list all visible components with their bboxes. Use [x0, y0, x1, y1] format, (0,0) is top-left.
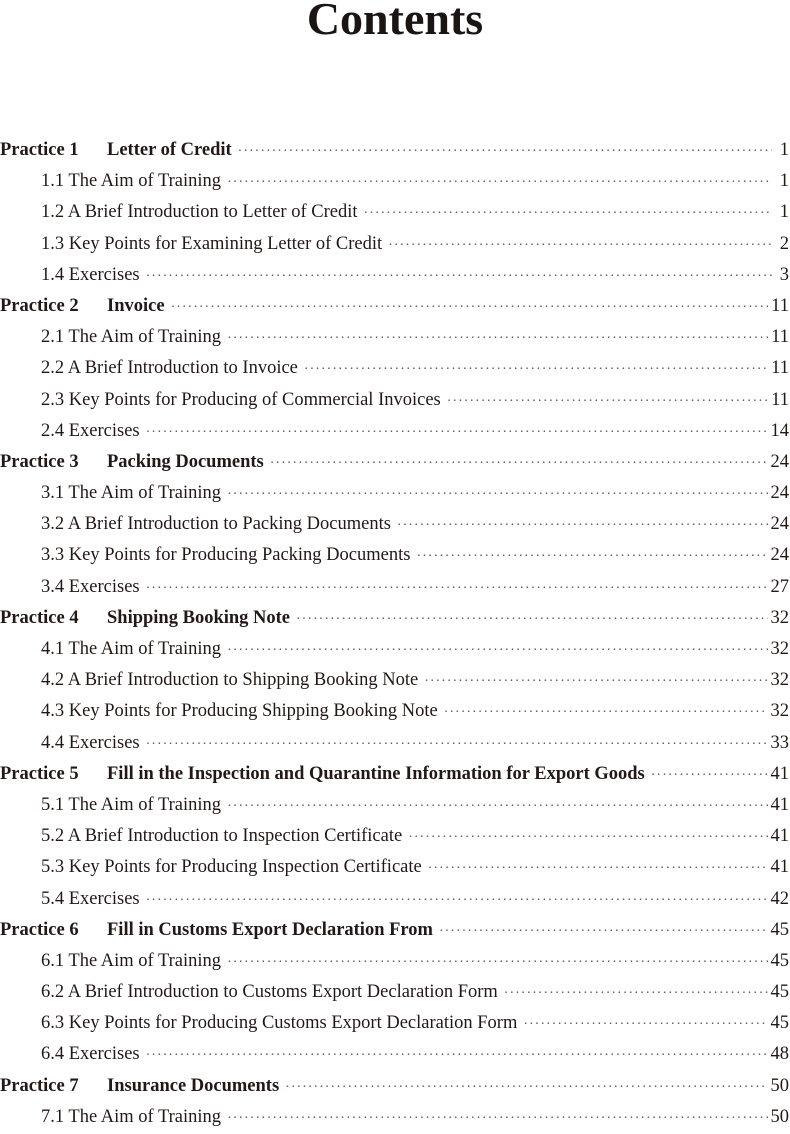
toc-section-entry[interactable]	[0, 197, 790, 228]
toc-section-entry[interactable]	[0, 634, 790, 665]
section-title: 3.2 A Brief Introduction to Packing Documents	[41, 509, 391, 540]
section-title: 2.1 The Aim of Training	[41, 322, 221, 353]
page-number: 2	[775, 229, 790, 260]
page-number: 1	[775, 135, 790, 166]
page-number: 41	[771, 759, 790, 790]
dot-leader	[408, 822, 767, 853]
toc-chapter-entry[interactable]	[0, 135, 790, 166]
section-title: 5.2 A Brief Introduction to Inspection Certificate	[41, 821, 402, 852]
toc-section-entry[interactable]	[0, 1039, 790, 1070]
page-number: 1	[775, 166, 790, 197]
dot-leader	[227, 479, 767, 510]
dot-leader	[439, 916, 768, 947]
section-title: 4.3 Key Points for Producing Shipping Booking Note	[41, 696, 438, 727]
page-number: 45	[771, 977, 790, 1008]
toc-section-entry[interactable]	[0, 229, 790, 260]
dot-leader	[651, 760, 768, 791]
toc-section-entry[interactable]	[0, 416, 790, 447]
section-title: 1.4 Exercises	[41, 260, 140, 291]
dot-leader	[146, 729, 768, 760]
toc-chapter-entry[interactable]	[0, 447, 790, 478]
page-number: 11	[771, 291, 790, 322]
dot-leader	[285, 1072, 767, 1103]
page-number: 45	[771, 946, 790, 977]
toc-section-entry[interactable]	[0, 353, 790, 384]
page-number: 45	[771, 1008, 790, 1039]
toc-section-entry[interactable]	[0, 977, 790, 1008]
toc-section-entry[interactable]	[0, 696, 790, 727]
page-number: 42	[771, 884, 790, 915]
toc-section-entry[interactable]	[0, 1008, 790, 1039]
toc-section-entry[interactable]	[0, 946, 790, 977]
chapter-number: Practice 5	[0, 759, 107, 790]
toc-section-entry[interactable]	[0, 1102, 790, 1133]
chapter-number: Practice 2	[0, 291, 107, 322]
dot-leader	[146, 573, 768, 604]
page-number: 11	[771, 385, 790, 416]
page-number: 41	[771, 852, 790, 883]
page-number: 24	[771, 478, 790, 509]
page-number: 32	[771, 696, 790, 727]
dot-leader	[227, 167, 772, 198]
toc-chapter-entry[interactable]	[0, 603, 790, 634]
chapter-title: Invoice	[107, 291, 165, 322]
dot-leader	[304, 354, 768, 385]
dot-leader	[296, 604, 767, 635]
toc-section-entry[interactable]	[0, 478, 790, 509]
toc-section-entry[interactable]	[0, 852, 790, 883]
page-number: 1	[775, 197, 790, 228]
section-title: 5.1 The Aim of Training	[41, 790, 221, 821]
dot-leader	[238, 136, 772, 167]
dot-leader	[444, 697, 768, 728]
dot-leader	[146, 1040, 768, 1071]
section-title: 1.1 The Aim of Training	[41, 166, 221, 197]
section-title: 6.1 The Aim of Training	[41, 946, 221, 977]
toc-chapter-entry[interactable]	[0, 1071, 790, 1102]
section-title: 6.2 A Brief Introduction to Customs Export Declaration Form	[41, 977, 498, 1008]
section-title: 1.2 A Brief Introduction to Letter of Credit	[41, 197, 358, 228]
page-number: 3	[775, 260, 790, 291]
dot-leader	[447, 386, 768, 417]
section-title: 3.3 Key Points for Producing Packing Documents	[41, 540, 410, 571]
dot-leader	[227, 1103, 767, 1134]
toc-section-entry[interactable]	[0, 884, 790, 915]
toc-section-entry[interactable]	[0, 790, 790, 821]
dot-leader	[270, 448, 768, 479]
section-title: 6.4 Exercises	[41, 1039, 140, 1070]
page-number: 50	[771, 1071, 790, 1102]
toc-section-entry[interactable]	[0, 385, 790, 416]
page-number: 33	[771, 728, 790, 759]
chapter-number: Practice 4	[0, 603, 107, 634]
page-number: 48	[771, 1039, 790, 1070]
dot-leader	[227, 791, 767, 822]
section-title: 3.4 Exercises	[41, 572, 140, 603]
dot-leader	[504, 978, 768, 1009]
section-title: 4.2 A Brief Introduction to Shipping Booking Note	[41, 665, 418, 696]
dot-leader	[523, 1009, 767, 1040]
section-title: 5.3 Key Points for Producing Inspection Certificate	[41, 852, 422, 883]
dot-leader	[171, 292, 769, 323]
section-title: 2.4 Exercises	[41, 416, 140, 447]
toc-section-entry[interactable]	[0, 260, 790, 291]
page-number: 11	[771, 353, 790, 384]
chapter-number: Practice 6	[0, 915, 107, 946]
toc-section-entry[interactable]	[0, 540, 790, 571]
page-number: 32	[771, 603, 790, 634]
page-number: 24	[771, 447, 790, 478]
section-title: 4.4 Exercises	[41, 728, 140, 759]
dot-leader	[146, 885, 768, 916]
page-number: 11	[771, 322, 790, 353]
section-title: 5.4 Exercises	[41, 884, 140, 915]
toc-chapter-entry[interactable]	[0, 915, 790, 946]
toc-section-entry[interactable]	[0, 322, 790, 353]
section-title: 7.1 The Aim of Training	[41, 1102, 221, 1133]
dot-leader	[397, 510, 768, 541]
section-title: 1.3 Key Points for Examining Letter of Credit	[41, 229, 382, 260]
dot-leader	[424, 666, 767, 697]
toc-section-entry[interactable]	[0, 728, 790, 759]
section-title: 4.1 The Aim of Training	[41, 634, 221, 665]
dot-leader	[364, 198, 773, 229]
toc-chapter-entry[interactable]	[0, 759, 790, 790]
section-title: 6.3 Key Points for Producing Customs Export Declaration Form	[41, 1008, 517, 1039]
chapter-title: Insurance Documents	[107, 1071, 279, 1102]
dot-leader	[428, 853, 768, 884]
toc-section-entry[interactable]	[0, 166, 790, 197]
section-title: 3.1 The Aim of Training	[41, 478, 221, 509]
dot-leader	[146, 261, 772, 292]
toc-section-entry[interactable]	[0, 821, 790, 852]
section-title: 2.3 Key Points for Producing of Commercial Invoices	[41, 385, 441, 416]
section-title: 2.2 A Brief Introduction to Invoice	[41, 353, 298, 384]
page-number: 24	[771, 540, 790, 571]
toc-chapter-entry[interactable]	[0, 291, 790, 322]
page-number: 50	[771, 1102, 790, 1133]
toc-section-entry[interactable]	[0, 509, 790, 540]
dot-leader	[227, 323, 768, 354]
page-number: 45	[771, 915, 790, 946]
page-number: 32	[771, 634, 790, 665]
dot-leader	[227, 635, 767, 666]
dot-leader	[146, 417, 768, 448]
dot-leader	[227, 947, 767, 978]
page-number: 14	[771, 416, 790, 447]
dot-leader	[388, 230, 772, 261]
page-number: 32	[771, 665, 790, 696]
chapter-title: Fill in the Inspection and Quarantine Information for Export Goods	[107, 759, 645, 790]
chapter-number: Practice 7	[0, 1071, 107, 1102]
toc-section-entry[interactable]	[0, 572, 790, 603]
chapter-number: Practice 1	[0, 135, 107, 166]
page-number: 41	[771, 821, 790, 852]
chapter-title: Shipping Booking Note	[107, 603, 290, 634]
page-title: Contents	[0, 0, 790, 46]
page-number: 41	[771, 790, 790, 821]
toc-section-entry[interactable]	[0, 665, 790, 696]
chapter-title: Fill in Customs Export Declaration From	[107, 915, 433, 946]
page-number: 24	[771, 509, 790, 540]
table-of-contents	[0, 135, 790, 1133]
dot-leader	[416, 541, 767, 572]
page-number: 27	[771, 572, 790, 603]
chapter-title: Packing Documents	[107, 447, 264, 478]
chapter-number: Practice 3	[0, 447, 107, 478]
chapter-title: Letter of Credit	[107, 135, 232, 166]
